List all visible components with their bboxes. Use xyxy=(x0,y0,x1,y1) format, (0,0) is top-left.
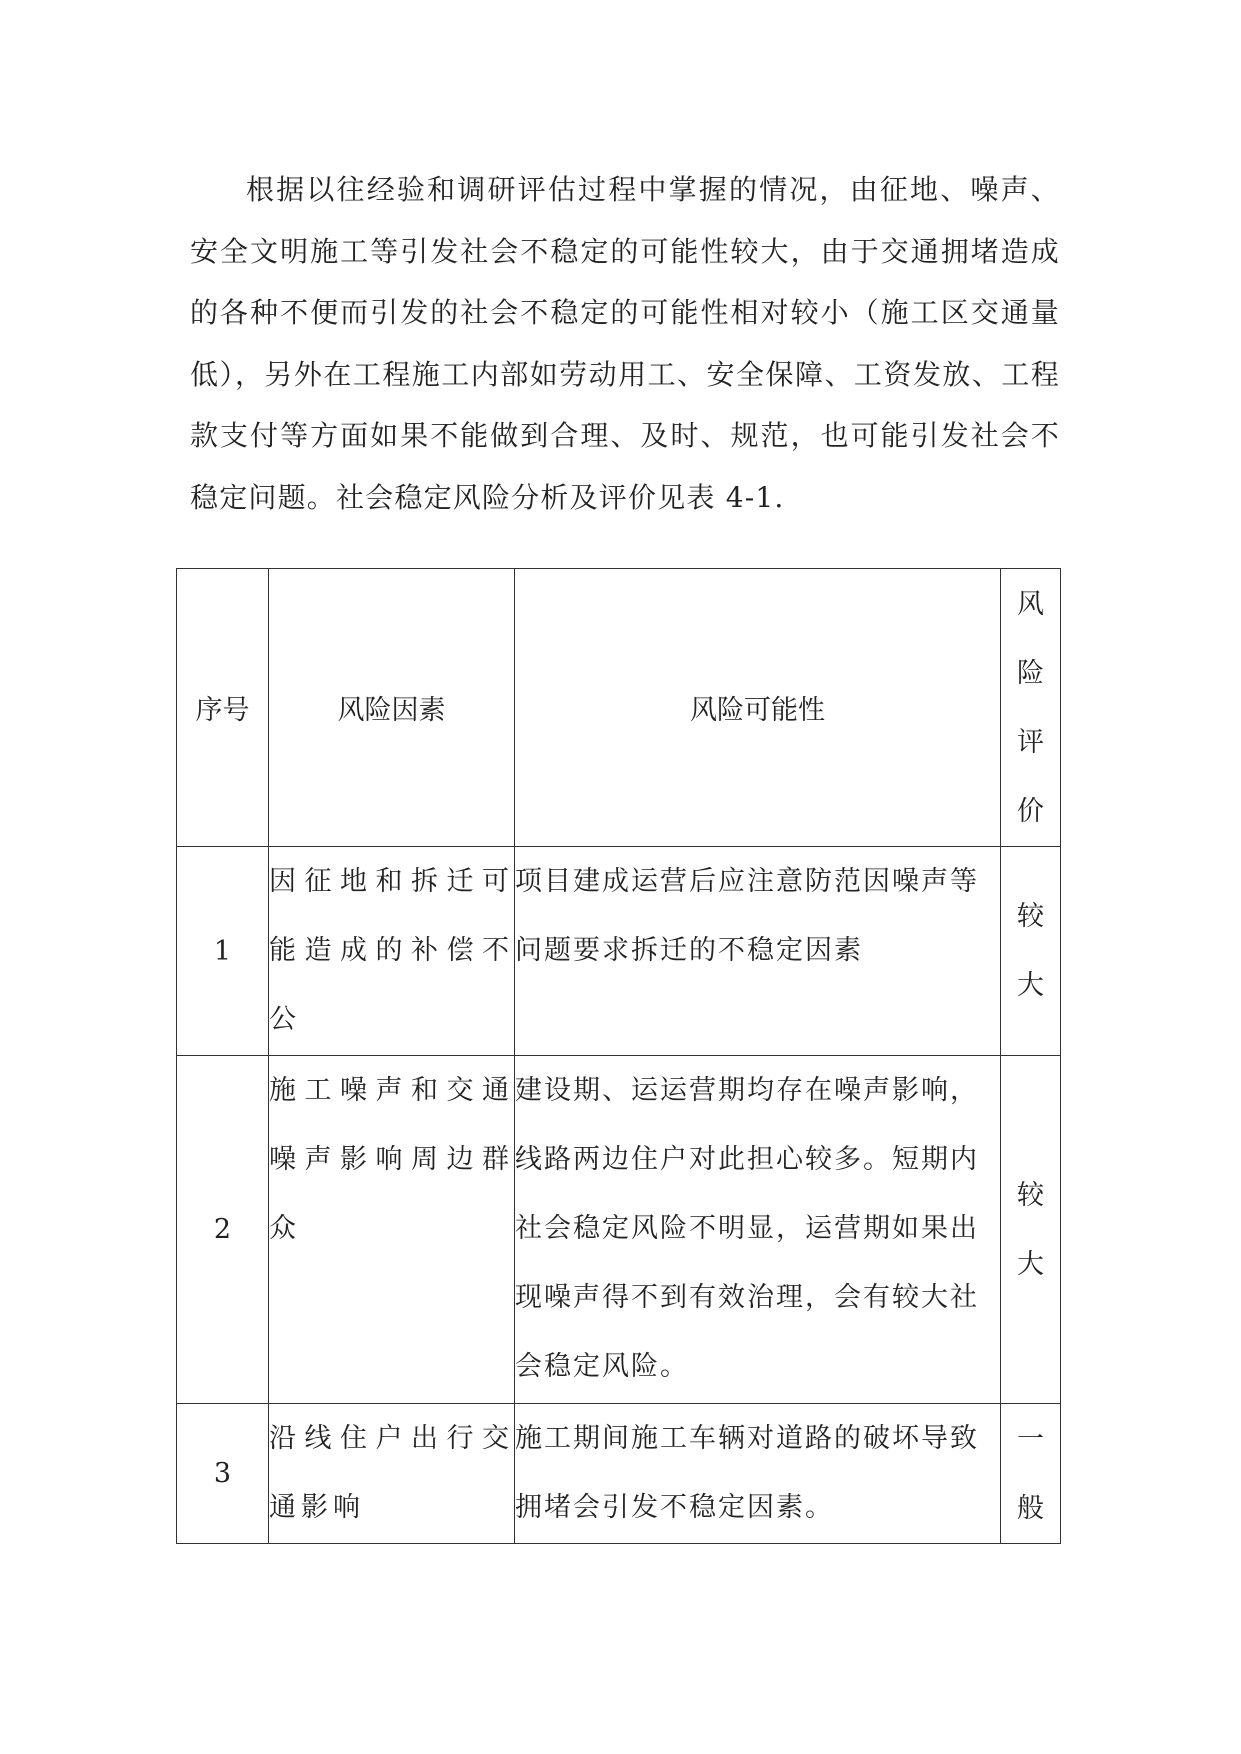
header-evaluation-cell xyxy=(1001,569,1061,847)
row-factor: 因征地和拆迁可能造成的补偿不公 xyxy=(269,847,515,1056)
row-factor: 施工噪声和交通噪声影响周边群众 xyxy=(269,1056,515,1404)
row-evaluation: 较大 xyxy=(1017,1179,1044,1280)
row-no: 1 xyxy=(177,847,269,1056)
header-factor: 风险因素 xyxy=(269,569,515,847)
risk-analysis-table xyxy=(176,568,1061,1544)
row-evaluation-cell xyxy=(1001,847,1061,1056)
row-possibility: 项目建成运营后应注意防范因噪声等问题要求拆迁的不稳定因素 xyxy=(515,847,1001,1056)
table-header-row xyxy=(177,569,1061,847)
row-evaluation-cell xyxy=(1001,1404,1061,1544)
intro-paragraph: 根据以往经验和调研评估过程中掌握的情况，由征地、噪声、安全文明施工等引发社会不稳定的可能性较大，由于交通拥堵造成的各种不便而引发的社会不稳定的可能性相对较小（施工区交通量低），另外在工程施工内部如劳动用工、安全保障、工资发放、工程款支付等方面如果不能做到合理、及时、规范，也可能引发社会不稳定问题。社会稳定风险分析及评价见表 4-1. xyxy=(190,173,1060,514)
row-no: 2 xyxy=(177,1056,269,1404)
row-factor: 沿线住户出行交通影响 xyxy=(269,1404,515,1544)
header-possibility: 风险可能性 xyxy=(515,569,1001,847)
row-no: 3 xyxy=(177,1404,269,1544)
row-possibility: 施工期间施工车辆对道路的破坏导致拥堵会引发不稳定因素。 xyxy=(515,1404,1001,1544)
header-no: 序号 xyxy=(177,569,269,847)
table-row xyxy=(177,1404,1061,1544)
header-evaluation: 风险评价 xyxy=(1017,588,1044,827)
table-row xyxy=(177,1056,1061,1404)
row-evaluation-cell xyxy=(1001,1056,1061,1404)
table-row xyxy=(177,847,1061,1056)
row-evaluation: 一般 xyxy=(1017,1423,1044,1524)
row-possibility: 建设期、运运营期均存在噪声影响，线路两边住户对此担心较多。短期内社会稳定风险不明显，运营期如果出现噪声得不到有效治理，会有较大社会稳定风险。 xyxy=(515,1056,1001,1404)
row-evaluation: 较大 xyxy=(1017,901,1044,1001)
